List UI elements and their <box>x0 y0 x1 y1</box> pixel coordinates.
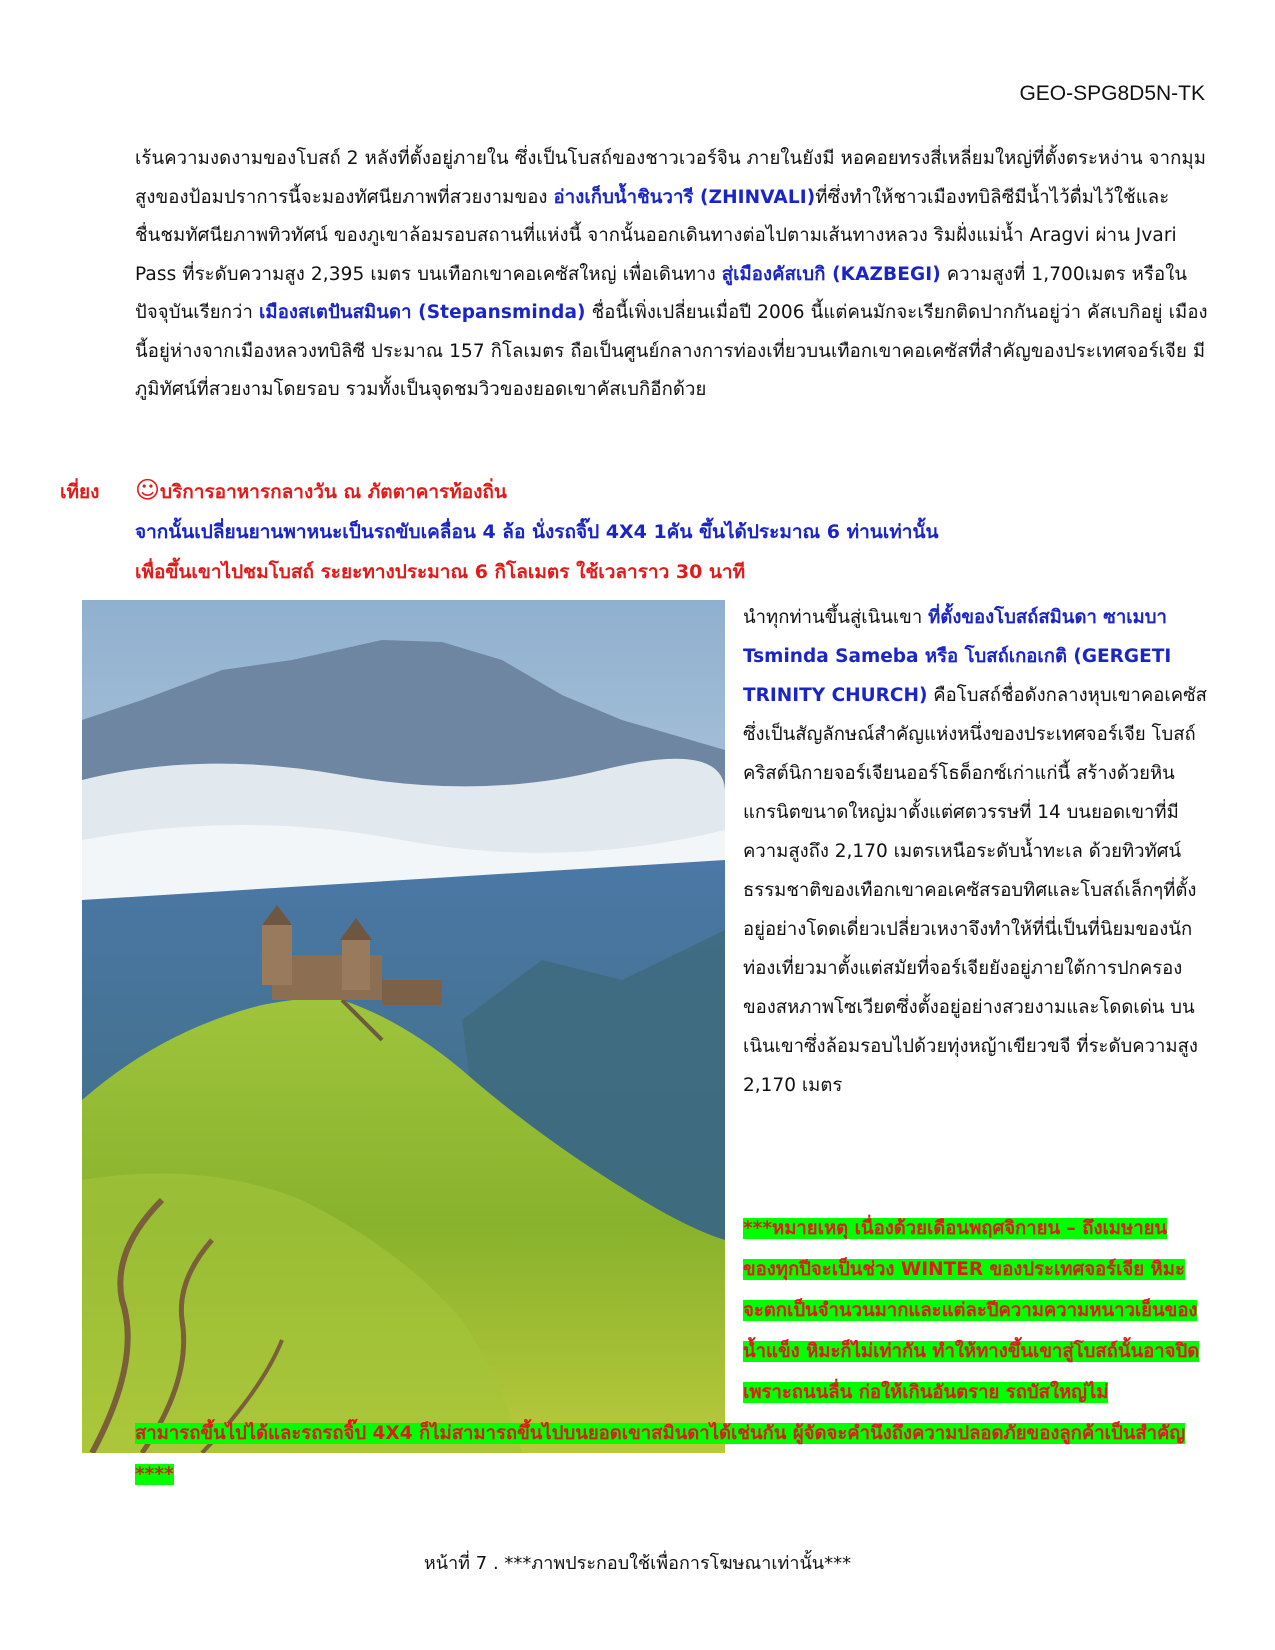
lunch-time-label: เที่ยง <box>60 481 100 503</box>
stepansminda-highlight: เมืองสเตปันสมินดา (Stepansminda) <box>258 302 586 323</box>
lunch-section <box>60 470 1210 592</box>
church-name-highlight: ที่ตั้งของโบสถ์สมินดา ซาเมบา Tsminda Sameba หรือ โบสถ์เกอเกติ (GERGETI TRINITY CHURCH) <box>743 607 1172 706</box>
church-description <box>743 598 1213 1105</box>
jeep-transfer-text: จากนั้นเปลี่ยนยานพาหนะเป็นรถขับเคลื่อน 4 ล้อ นั่งรถจิ๊ป 4X4 1คัน ขึ้นได้ประมาณ 6 ท่านเท่านั้น <box>135 521 939 543</box>
intro-paragraph <box>135 140 1215 410</box>
smile-icon: ☺ <box>135 476 161 504</box>
tour-code: GEO-SPG8D5N-TK <box>1019 82 1205 105</box>
church-lead-text: นำทุกท่านขึ้นสู่เนินเขา <box>743 607 929 628</box>
winter-note-side-text: ***หมายเหตุ เนื่องด้วยเดือนพฤศจิกายน – ถึงเมษายน ของทุกปีจะเป็นช่วง WINTER ของประเทศจอร์เจีย หิมะจะตกเป็นจำนวนมากและแต่ละปีความความหนาวเย็นของน้ำแข็ง หิมะก็ไม่เท่ากัน ทำให้ทางขึ้นเขาสู่โบสถ์นั้นอาจปิดเพราะถนนลื่น ก่อให้เกินอันตราย รถบัสใหญ่ไม่ <box>743 1218 1200 1403</box>
page-footer: หน้าที่ 7 . ***ภาพประกอบใช้เพื่อการโฆษณาเท่านั้น*** <box>423 1553 852 1574</box>
zhinvali-highlight: อ่างเก็บน้ำชินวารี (ZHINVALI) <box>553 186 816 208</box>
lunch-meal-text: บริการอาหารกลางวัน ณ ภัตตาคารท้องถิ่น <box>160 481 507 503</box>
church-desc-text: คือโบสถ์ชื่อดังกลางหุบเขาคอเคซัส ซึ่งเป็นสัญลักษณ์สำคัญแห่งหนึ่งของประเทศจอร์เจีย โบสถ์คริสต์นิกายจอร์เจียนออร์โธด็อกซ์เก่าแก่นี้ สร้างด้วยหินแกรนิตขนาดใหญ่มาตั้งแต่ศตวรรษที่ 14 บนยอดเขาที่มีความสูงถึง 2,170 เมตรเหนือระดับน้ำทะเล ด้วยทิวทัศน์ธรรมชาติของเทือกเขาคอเคซัสรอบทิศและโบสถ์เล็กๆที่ตั้งอยู่อย่างโดดเดี่ยวเปลี่ยวเหงาจึงทำให้ที่นี่เป็นที่นิยมของนักท่องเที่ยวมาตั้งแต่สมัยที่จอร์เจียยังอยู่ภายใต้การปกครองของสหภาพโซเวียตซึ่งตั้งอยู่อย่างสวยงามและโดดเด่น บนเนินเขาซึ่งล้อมรอบไปด้วยทุ่งหญ้าเขียวขจี ที่ระดับความสูง 2,170 เมตร <box>743 685 1207 1096</box>
intro-text-3: ความสูงที่ 1,700เมตร หรือในปัจจุบันเรียกว่า <box>135 263 1188 323</box>
intro-text-4: ชื่อนี้เพิ่งเปลี่ยนเมื่อปี 2006 นี้แต่คนมักจะเรียกติดปากกันอยู่ว่า คัสเบกิอยู่ เมืองนี้อยู่ห่างจากเมืองหลวงทบิลิซี ประมาณ 157 กิโลเมตร ถือเป็นศูนย์กลางการท่องเที่ยวบนเทือกเขาคอเคซัสที่สำคัญของประเทศจอร์เจีย มีภูมิทัศน์ที่สวยงามโดยรอบ รวมทั้งเป็นจุดชมวิวของยอดเขาคัสเบกิอีกด้วย <box>135 302 1208 400</box>
kazbegi-highlight: สู่เมืองคัสเบกิ (KAZBEGI) <box>721 263 941 285</box>
winter-note-full-text: สามารถขึ้นไปได้และรถรถจิ๊ป 4X4 ก็ไม่สามารถขึ้นไปบนยอดเขาสมินดาได้เช่นกัน ผู้จัดจะคำนึงถึงความปลอดภัยของลูกค้าเป็นสำคัญ **** <box>135 1423 1186 1485</box>
intro-text-2: ที่ซึ่งทำให้ชาวเมืองทบิลิซีมีน้ำไว้ดื่มไว้ใช้และชื่นชมทัศนียภาพทิวทัศน์ ของภูเขาล้อมรอบสถานที่แห่งนี้ จากนั้นออกเดินทางต่อไปตามเส้นทางหลวง ริมฝั่งแม่น้ำ Aragvi ผ่าน Jvari Pass ที่ระดับความสูง 2,395 เมตร บนเทือกเขาคอเคซัสใหญ่ เพื่อเดินทาง <box>135 186 1177 285</box>
intro-text-1: เร้นความงดงามของโบสถ์ 2 หลังที่ตั้งอยู่ภายใน ซึ่งเป็นโบสถ์ของชาวเวอร์จิน ภายในยังมี หอคอยทรงสี่เหลี่ยมใหญ่ที่ตั้งตระหง่าน จากมุมสูงของป้อมปราการนี้จะมองทัศนียภาพที่สวยงามของ <box>135 148 1206 208</box>
jeep-ride-text: เพื่อขึ้นเขาไปชมโบสถ์ ระยะทางประมาณ 6 กิโลเมตร ใช้เวลาราว 30 นาที <box>135 561 746 583</box>
lunch-line <box>60 470 1210 512</box>
winter-note <box>135 1208 1215 1495</box>
